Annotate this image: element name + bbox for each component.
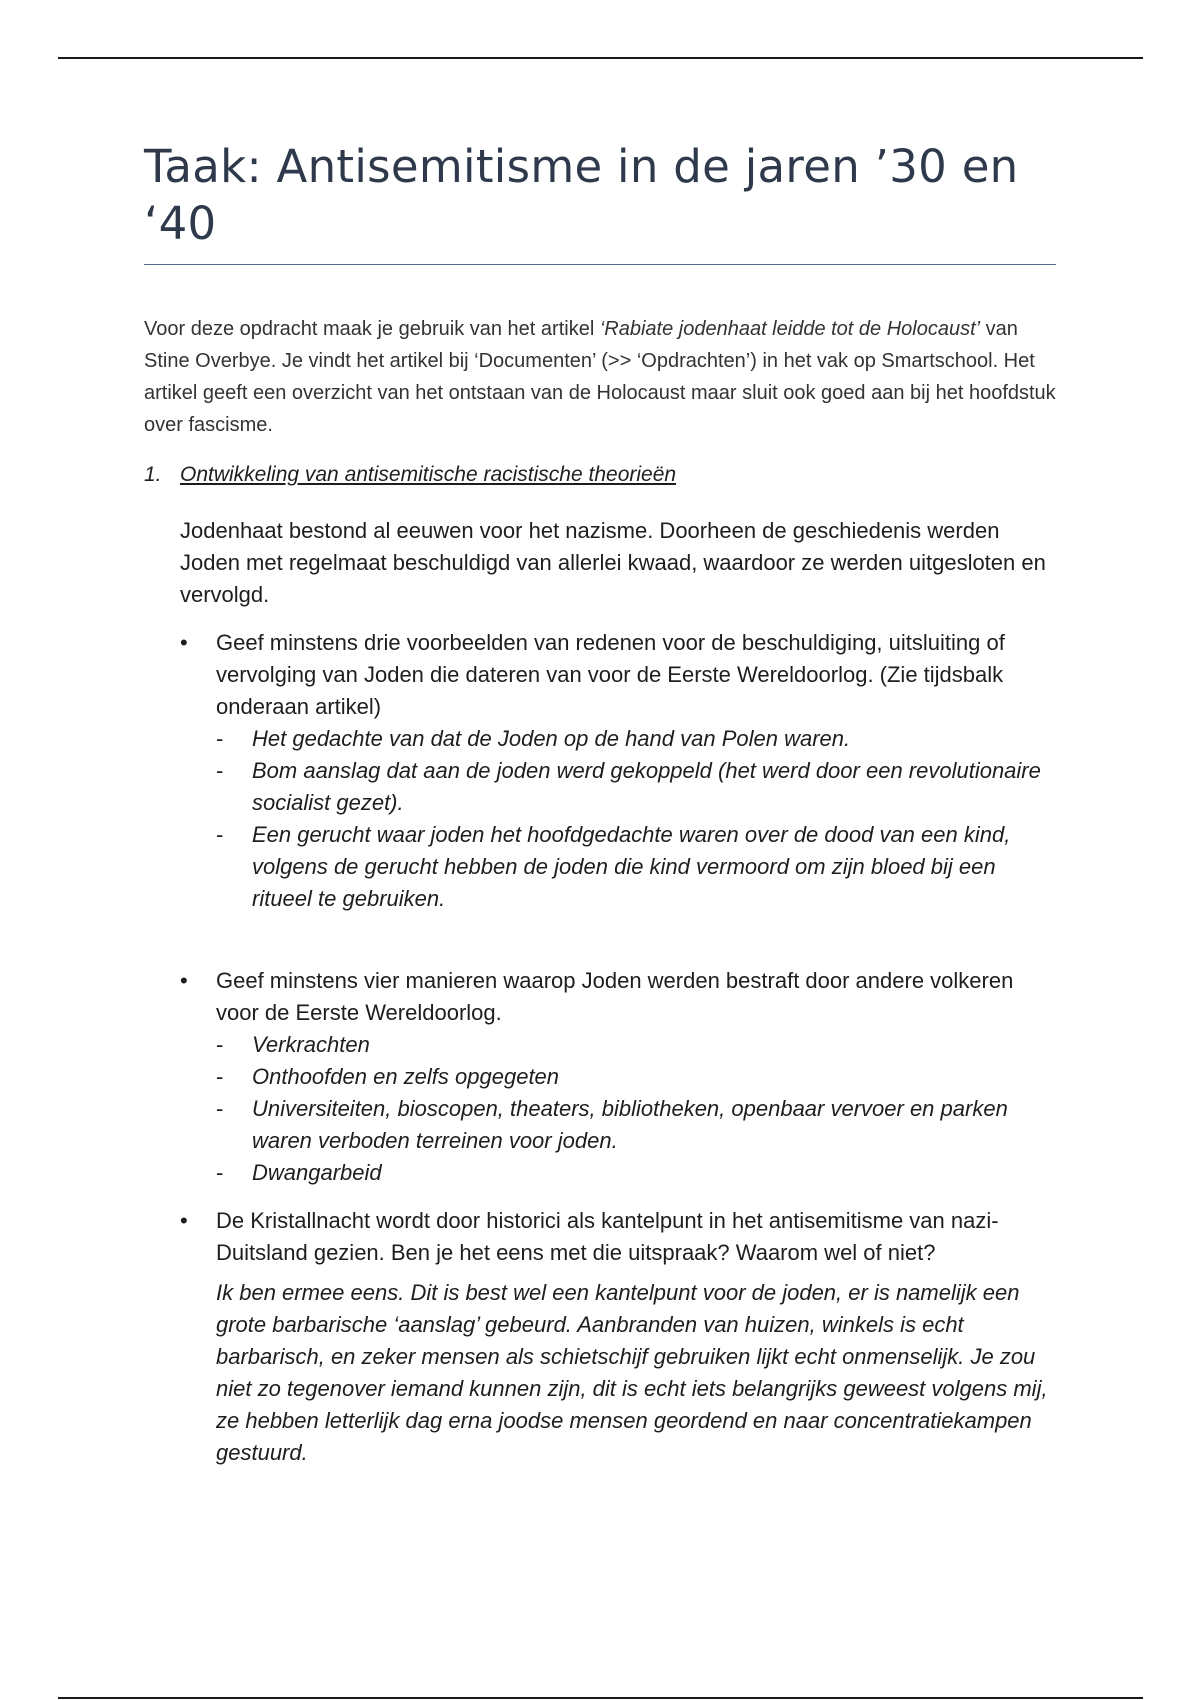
article-title: ‘Rabiate jodenhaat leidde tot de Holocaust’ [599,318,981,340]
answer-text: Onthoofden en zelfs opgegeten [252,1064,560,1089]
question-item [180,1205,1056,1469]
answer-text: Bom aanslag dat aan de joden werd gekoppeld (het werd door een revolutionaire socialist gezet). [252,758,1041,815]
intro-text-start: Voor deze opdracht maak je gebruik van het artikel [144,318,600,340]
dash-icon: - [216,1032,224,1057]
question-item [180,627,1056,915]
dash-icon: - [216,726,224,751]
dash-icon: - [216,1064,224,1089]
section-heading [144,459,1056,491]
answer-item [216,819,1056,915]
dash-icon: - [216,1096,224,1121]
question-text: Geef minstens vier manieren waarop Joden werden bestraft door andere volkeren voor de Eerste Wereldoorlog. [216,968,1014,1025]
answer-item [216,1061,1056,1093]
answer-text: Verkrachten [252,1032,370,1057]
page-bottom-rule [58,1697,1143,1699]
answer-text: Dwangarbeid [252,1160,382,1185]
answer-text: Universiteiten, bioscopen, theaters, bibliotheken, openbaar vervoer en parken waren verboden terreinen voor joden. [252,1096,1008,1153]
section-content [180,515,1056,1469]
dash-icon: - [216,822,224,847]
bullet-icon: • [180,968,188,993]
answer-item [216,1157,1056,1189]
answer-text: Een gerucht waar joden het hoofdgedachte waren over de dood van een kind, volgens de gerucht hebben de joden die kind vermoord om zijn bloed bij een ritueel te gebruiken. [252,822,1011,911]
answer-list [216,1029,1056,1189]
bullet-icon: • [180,630,188,655]
section-intro-text: Jodenhaat bestond al eeuwen voor het nazisme. Doorheen de geschiedenis werden Joden met regelmaat beschuldigd van allerlei kwaad, waardoor ze werden uitgesloten en vervolgd. [180,518,1046,607]
answer-item [216,1029,1056,1061]
intro-text-end: van Stine Overbye. Je vindt het artikel bij ‘Documenten’ (>> ‘Opdrachten’) in het vak op Smartschool. Het artikel geeft een overzicht van het ontstaan van de Holocaust maar sluit ook goed aan bij het hoofdstuk over fascisme. [144,318,1056,436]
dash-icon: - [216,758,224,783]
intro-paragraph [144,313,1056,441]
document-title: Taak: Antisemitisme in de jaren ’30 en ‘40 [144,138,1056,265]
dash-icon: - [216,1160,224,1185]
answer-item [216,723,1056,755]
question-text: Geef minstens drie voorbeelden van redenen voor de beschuldiging, uitsluiting of vervolging van Joden die dateren van voor de Eerste Wereldoorlog. (Zie tijdsbalk onderaan artikel) [216,630,1005,719]
question-text: De Kristallnacht wordt door historici als kantelpunt in het antisemitisme van nazi-Duitsland gezien. Ben je het eens met die uitspraak? Waarom wel of niet? [216,1208,999,1265]
answer-list [216,723,1056,915]
answer-paragraph: Ik ben ermee eens. Dit is best wel een kantelpunt voor de joden, er is namelijk een grote barbarische ‘aanslag’ gebeurd. Aanbranden van huizen, winkels is echt barbarisch, en zeker mensen als schietschijf gebruiken lijkt echt onmenselijk. Je zou niet zo tegenover iemand kunnen zijn, dit is echt iets belangrijks geweest volgens mij, ze hebben letterlijk dag erna joodse mensen geordend en naar concentratiekampen gestuurd. [216,1280,1048,1465]
document-body [144,138,1056,1469]
page-top-rule [58,57,1143,59]
question-item [180,965,1056,1189]
section-number: 1. [144,463,162,486]
answer-text: Het gedachte van dat de Joden op de hand van Polen waren. [252,726,851,751]
answer-item [216,755,1056,819]
section-title: Ontwikkeling van antisemitische racistische theorieën [180,463,677,486]
bullet-icon: • [180,1208,188,1233]
answer-item [216,1093,1056,1157]
